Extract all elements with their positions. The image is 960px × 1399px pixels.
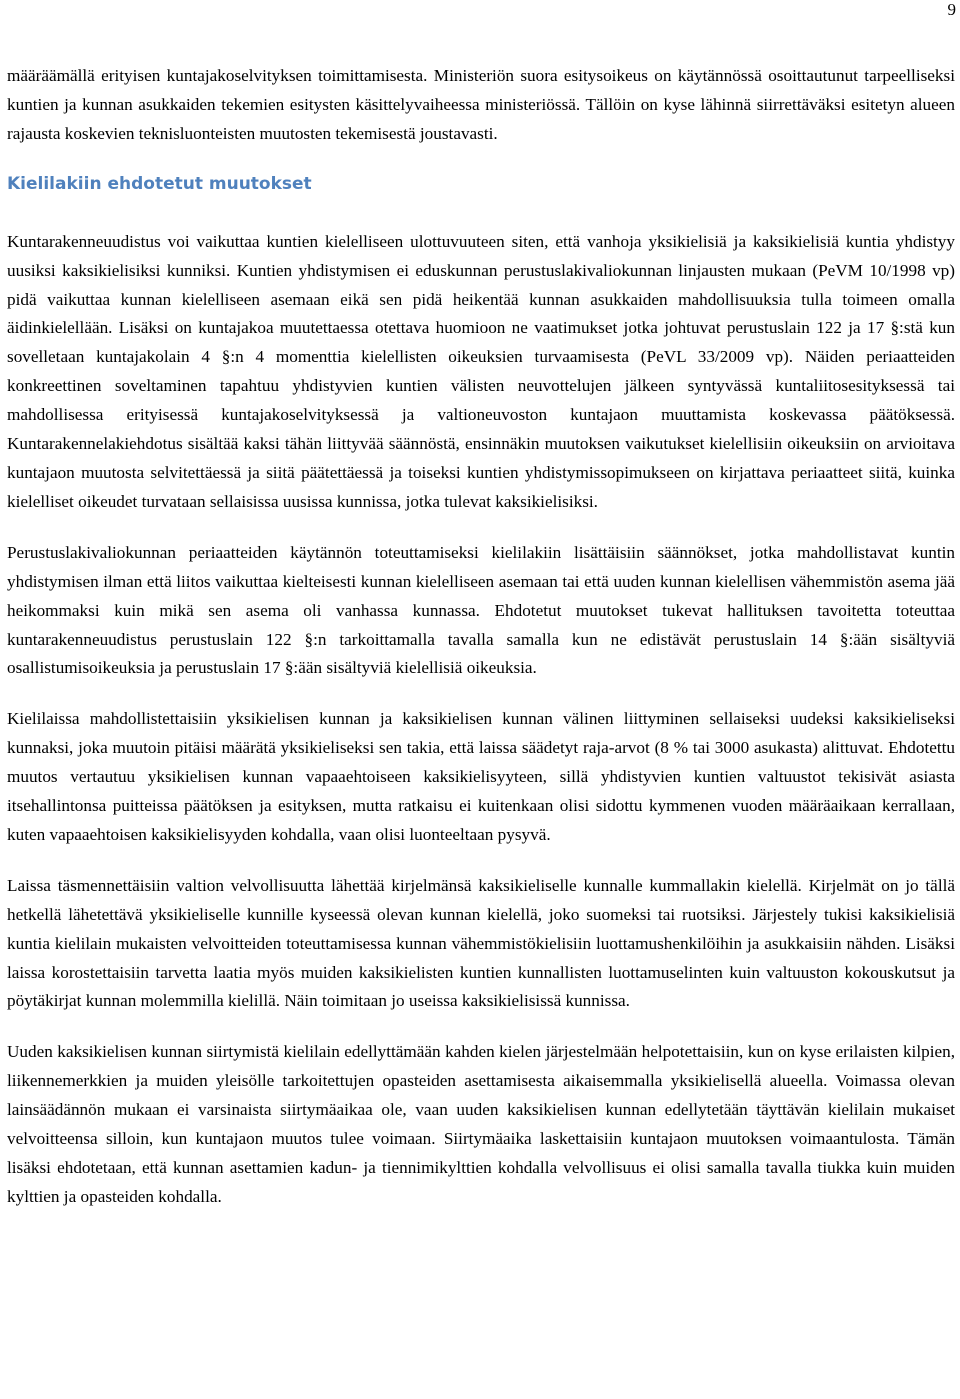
paragraph: Kuntarakenneuudistus voi vaikuttaa kuntien kielelliseen ulottuvuuteen siten, että vanhoja yksikielisiä ja kaksikielisiä kuntia yhdistyy uusiksi kaksikielisiksi kunniksi. Kuntien yhdistymisen ei eduskunnan perustuslakivaliokunnan linjausten mukaan (PeVM 10/1998 vp) pidä vaikuttaa kunnan kielelliseen asemaan eikä sen pidä heikentää kunnan asukkaiden mahdollisuuksia tulla toimeen omalla äidinkielellään. Lisäksi on kuntajakoa muutettaessa otettava huomioon ne vaatimukset jotka johtuvat perustuslain 122 ja 17 §:stä kun sovelletaan kuntajakolain 4 §:n 4 momenttia kielellisten oikeuksien turvaamisesta (PeVL 33/2009 vp). Näiden periaatteiden konkreettinen soveltaminen tapahtuu yhdistyvien kuntien välisten neuvottelujen jälkeen syntyvässä kuntaliitosesityksessä tai mahdollisessa erityisessä kuntajakoselvityksessä ja valtioneuvoston kuntajaon muuttamista koskevassa päätöksessä. Kuntarakennelakiehdotus sisältää kaksi tähän liittyvää säännöstä, ensinnäkin muutoksen vaikutukset kielellisiin oikeuksiin on arvioitava kuntajaon muutosta selvitettäessä ja siitä päätettäessä ja toiseksi kuntien yhdistymissopimukseen on kirjattava periaatteet siitä, kuinka kielelliset oikeudet turvataan sellaisissa uusissa kunnissa, jotka tulevat kaksikielisiksi. <box>7 231 955 511</box>
intro-paragraph: määräämällä erityisen kuntajakoselvityksen toimittamisesta. Ministeriön suora esitysoikeus on käytännössä osoittautunut tarpeelliseksi kuntien ja kunnan asukkaiden tekemien esitysten käsittelyvaiheessa ministeriössä. Tällöin on kyse lähinnä siirrettäväksi esitetyn alueen rajausta koskevien teknisluonteisten muutosten tekemisestä joustavasti. <box>7 66 955 143</box>
paragraph: Uuden kaksikielisen kunnan siirtymistä kielilain edellyttämään kahden kielen järjestelmään helpotettaisiin, kun on kyse erilaisten kilpien, liikennemerkkien ja muiden yleisölle tarkoitettujen opasteiden asettamisesta aikaisemmalla yksikielisellä alueella. Voimassa olevan lainsäädännön mukaan ei varsinaista siirtymäaikaa ole, vaan uuden kaksikielisen kunnan edellytetään täyttävän kielilain mukaiset velvoitteensa silloin, kun kuntajaon muutos tulee voimaan. Siirtymäaika laskettaisiin kuntajaon muutoksen voimaantulosta. Tämän lisäksi ehdotetaan, että kunnan asettamien kadun- ja tiennimikylttien kohdalla velvollisuus ei olisi samalla tavalla tiukka kuin muiden kylttien ja opasteiden kohdalla. <box>7 1042 955 1206</box>
paragraph: Kielilaissa mahdollistettaisiin yksikielisen kunnan ja kaksikielisen kunnan välinen liittyminen sellaiseksi uudeksi kaksikieliseksi kunnaksi, joka muutoin pitäisi määrätä yksikieliseksi sen takia, että laissa säädetyt raja-arvot (8 % tai 3000 asukasta) alittuvat. Ehdotettu muutos vertautuu yksikielisen kunnan vapaaehtoiseen kaksikielisyyteen, sillä yhdistyvien kuntien valtuustot tekisivät asiasta itsehallintonsa puitteissa päätöksen ja esityksen, mutta ratkaisu ei kuitenkaan olisi sidottu kymmenen vuoden määräaikaan kerrallaan, kuten vapaaehtoisen kaksikielisyyden kohdalla, vaan olisi luonteeltaan pysyvä. <box>7 709 955 844</box>
paragraph: Perustuslakivaliokunnan periaatteiden käytännön toteuttamiseksi kielilakiin lisättäisiin säännökset, jotka mahdollistavat kuntin yhdistymisen ilman että liitos vaikuttaa kielteisesti kunnan kielelliseen asemaan tai että uuden kunnan kielellisen vähemmistön asema jää heikommaksi kuin mikä sen asema oli vanhassa kunnassa. Ehdotetut muutokset tukevat hallituksen tavoitetta toteuttaa kuntarakenneuudistus perustuslain 122 §:n tarkoittamalla tavalla samalla kun ne edistävät perustuslain 14 §:ään sisältyviä osallistumisoikeuksia ja perustuslain 17 §:ään sisältyviä kielellisiä oikeuksia. <box>7 542 955 678</box>
document-body <box>7 62 955 1212</box>
paragraph: Laissa täsmennettäisiin valtion velvollisuutta lähettää kirjelmänsä kaksikieliselle kunnalle kummallakin kielellä. Kirjelmät on jo tällä hetkellä lähetettävä yksikieliselle kunnille kyseessä olevan kunnan kielellä, joko suomeksi tai ruotsiksi. Järjestely tukisi kaksikielisiä kuntia kielilain mukaisten velvoitteiden toteuttamisessa kunnan vähemmistökielisiin luottamushenkilöihin ja asukkaisiin nähden. Lisäksi laissa korostettaisiin tarvetta laatia myös muiden kaksikielisten kuntien kunnallisten luottamuselinten kuin valtuuston kokouskutsut ja pöytäkirjat kunnan molemmilla kielillä. Näin toimitaan jo useissa kaksikielisissä kunnissa. <box>7 875 955 1011</box>
section-heading: Kielilakiin ehdotetut muutokset <box>7 173 312 194</box>
page-number: 9 <box>947 0 956 19</box>
